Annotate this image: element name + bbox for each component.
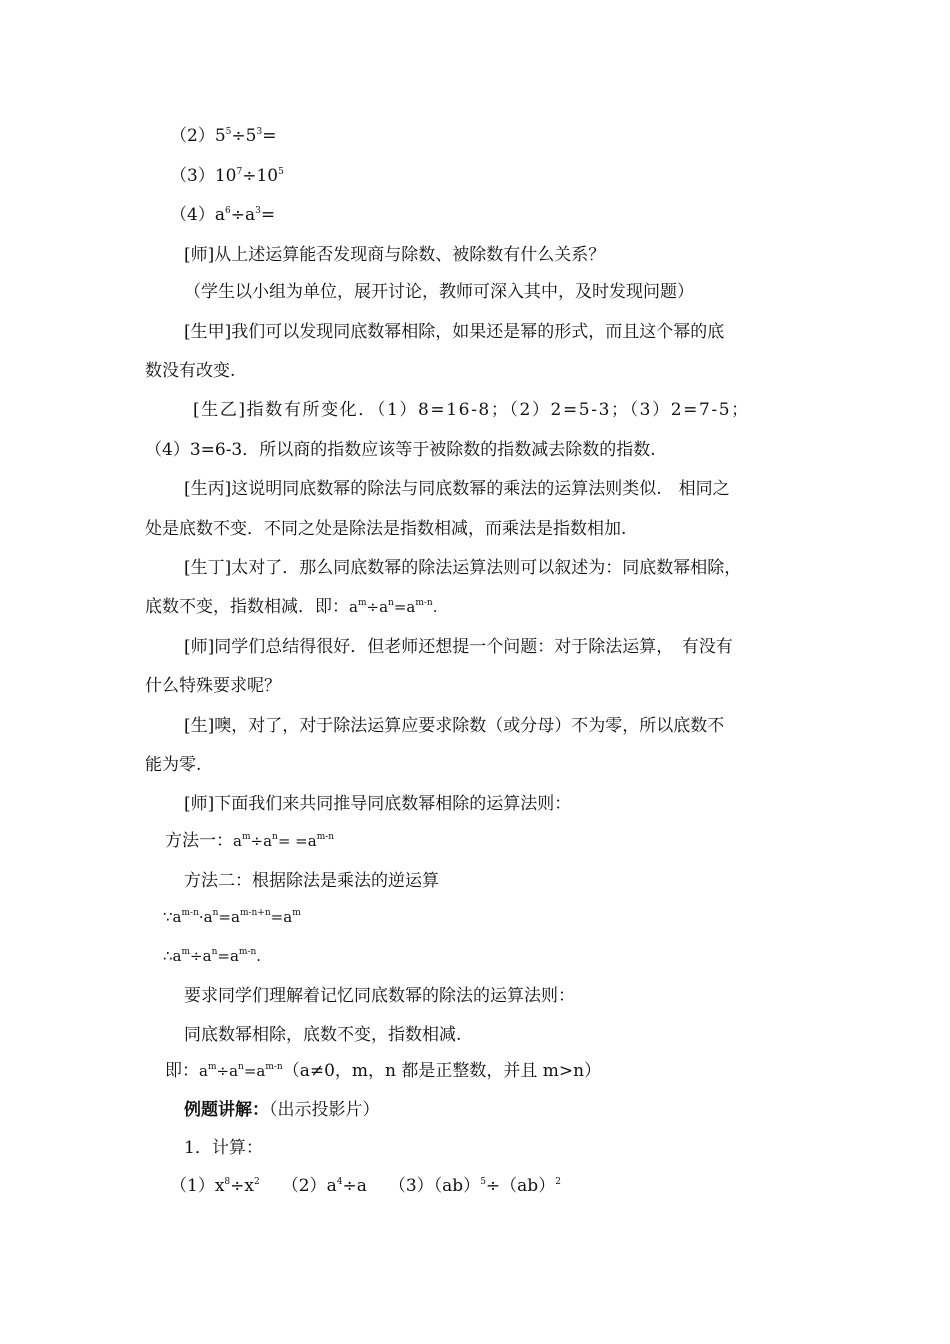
final-formula [199,1062,283,1080]
base: a [307,832,317,850]
exponent: 4 [336,1177,343,1187]
exponent: m-n [181,908,199,918]
base: a [233,832,242,850]
exponent: 5 [278,167,284,177]
period: . [256,947,262,965]
base: a [202,947,212,965]
student-a-line-2: 数没有改变. [145,361,236,381]
base: a [406,598,416,616]
base: x [214,1176,225,1196]
base: a [263,832,273,850]
base: a [172,947,182,965]
divide-sign: ÷ [190,947,203,965]
student-b-line-2: （4）3=6-3．所以商的指数应该等于被除数的指数减去除数的指数. [145,440,656,460]
base: a [229,1062,239,1080]
divide-sign: ÷ [250,832,264,850]
exponent: m-n+n [239,908,271,918]
example-header [184,1099,380,1121]
divide-sign: ÷ [342,1176,357,1196]
base: a [244,205,256,225]
because-symbol: ∵ [163,908,173,926]
exercise-label: （3） [170,166,215,186]
rule-statement: 底数不变，指数相减．即： [145,597,349,617]
exponent: n [272,832,278,842]
base: a [379,598,389,616]
base: a [229,947,239,965]
example-2 [282,1176,367,1196]
base: 10 [256,166,279,186]
exponent: 6 [224,206,231,216]
therefore-symbol: ∴ [163,947,173,965]
calc-title: 1．计算： [184,1138,263,1158]
base: a [326,1176,337,1196]
exponent: 5 [225,127,232,137]
exponent: m [292,908,301,918]
teacher-2-line-2: 什么特殊要求呢？ [145,676,281,696]
base: a [356,1176,367,1196]
method-two: 方法二：根据除法是乘法的逆运算 [184,871,439,891]
student-e-line-1: [生]噢，对了，对于除法运算应要求除数（或分母）不为零，所以底数不 [184,716,725,736]
require-memorize: 要求同学们理解着记忆同底数幂的除法的运算法则： [184,986,575,1006]
student-d-line-1: [生丁]太对了．那么同底数幂的除法运算法则可以叙述为：同底数幂相除， [184,558,742,578]
exercise-2 [170,125,276,147]
base: a [214,205,225,225]
exercise-label: （2） [281,1176,327,1196]
student-c-line-2: 处是底数不变．不同之处是除法是指数相减，而乘法是指数相加. [145,519,627,539]
example-1 [170,1176,260,1196]
exponent: n [388,598,394,608]
exponent: m-n [415,598,433,608]
student-d-line-2 [145,596,438,618]
exercise-label: （3） [388,1176,434,1196]
exercise-label: （4） [170,205,215,225]
exponent: m [357,598,367,608]
exponent: m-n [238,947,257,957]
teacher-2-line-1: [师]同学们总结得很好．但老师还想提一个问题：对于除法运算， 有没有 [184,637,733,657]
exponent: 7 [236,167,243,177]
that-is-line [165,1060,601,1082]
divide-sign: ÷ [231,126,246,146]
that-is-label: 即： [165,1061,199,1081]
exponent: 5 [480,1177,486,1187]
group-discussion-note: （学生以小组为单位，展开讨论，教师可深入其中，及时发现问题） [184,282,694,302]
period: . [432,598,438,616]
exercise-label: （1） [170,1176,215,1196]
equals-sign: = [270,908,284,926]
base: 5 [245,126,257,146]
method-label: 方法一： [165,831,233,851]
student-b-line-1: [生乙]指数有所变化．（1）8=16-8；（2）2=5-3；（3）2=7-5； [193,400,750,420]
divide-sign: ÷ [216,1062,230,1080]
equals-sign: = [217,947,230,965]
exercise-label: （2） [170,126,215,146]
exponent: m [241,832,251,842]
exercise-3 [170,165,284,187]
base: 10 [214,166,237,186]
exponent: 3 [255,206,261,216]
equals-sign: = [262,126,277,146]
equals-sign: = [260,205,276,225]
exponent: m [181,947,191,957]
base: （ab） [433,1176,481,1196]
exponent: m-n [316,832,335,842]
condition-note: （a≠0，m，n 都是正整数，并且 m>n） [282,1061,602,1081]
student-c-line-1: [生丙]这说明同底数幂的除法与同底数幂的乘法的运算法则类似. 相同之 [184,479,730,499]
base: a [349,598,358,616]
base: a [199,1062,208,1080]
exponent: n [238,1062,244,1072]
base: a [283,908,293,926]
therefore-line [163,945,261,967]
exponent: 2 [555,1177,561,1187]
equals-sign: = [393,598,407,616]
rule-statement: 同底数幂相除，底数不变，指数相减. [184,1025,462,1045]
exponent: 2 [254,1177,260,1187]
divide-sign: ÷ [230,205,245,225]
exponent: n [212,908,219,918]
base: 5 [214,126,226,146]
exponent: 8 [224,1177,231,1187]
base: （ab） [500,1176,556,1196]
exponent: m-n [265,1062,283,1072]
equals-sign: = [243,1062,257,1080]
example-note: （出示投影片） [269,1100,380,1120]
examples-line [170,1175,561,1197]
example-title: 例题讲解： [184,1100,269,1120]
exponent: m [207,1062,217,1072]
equals-sign: = [218,908,231,926]
example-3 [389,1176,561,1196]
divide-sign: ÷ [366,598,380,616]
base: a [230,908,240,926]
base: a [172,908,182,926]
equals-sign: = = [277,832,308,850]
base: a [203,908,213,926]
teacher-3: [师]下面我们来共同推导同底数幂相除的运算法则： [184,794,572,814]
method-one-formula [233,832,334,850]
exercise-4 [170,204,275,226]
base: x [244,1176,254,1196]
multiply-dot: · [198,908,204,926]
student-a-line-1: [生甲]我们可以发现同底数幂相除，如果还是幂的形式，而且这个幂的底 [184,322,725,342]
because-line [163,906,301,928]
teacher-question: [师]从上述运算能否发现商与除数、被除数有什么关系？ [184,245,606,265]
division-rule-formula [349,598,438,616]
method-one [165,830,334,852]
divide-sign: ÷ [242,166,257,186]
divide-sign: ÷ [230,1176,245,1196]
divide-sign: ÷ [485,1176,501,1196]
base: a [256,1062,266,1080]
exponent: 3 [256,127,263,137]
exponent: n [211,947,218,957]
student-e-line-2: 能为零. [145,755,202,775]
